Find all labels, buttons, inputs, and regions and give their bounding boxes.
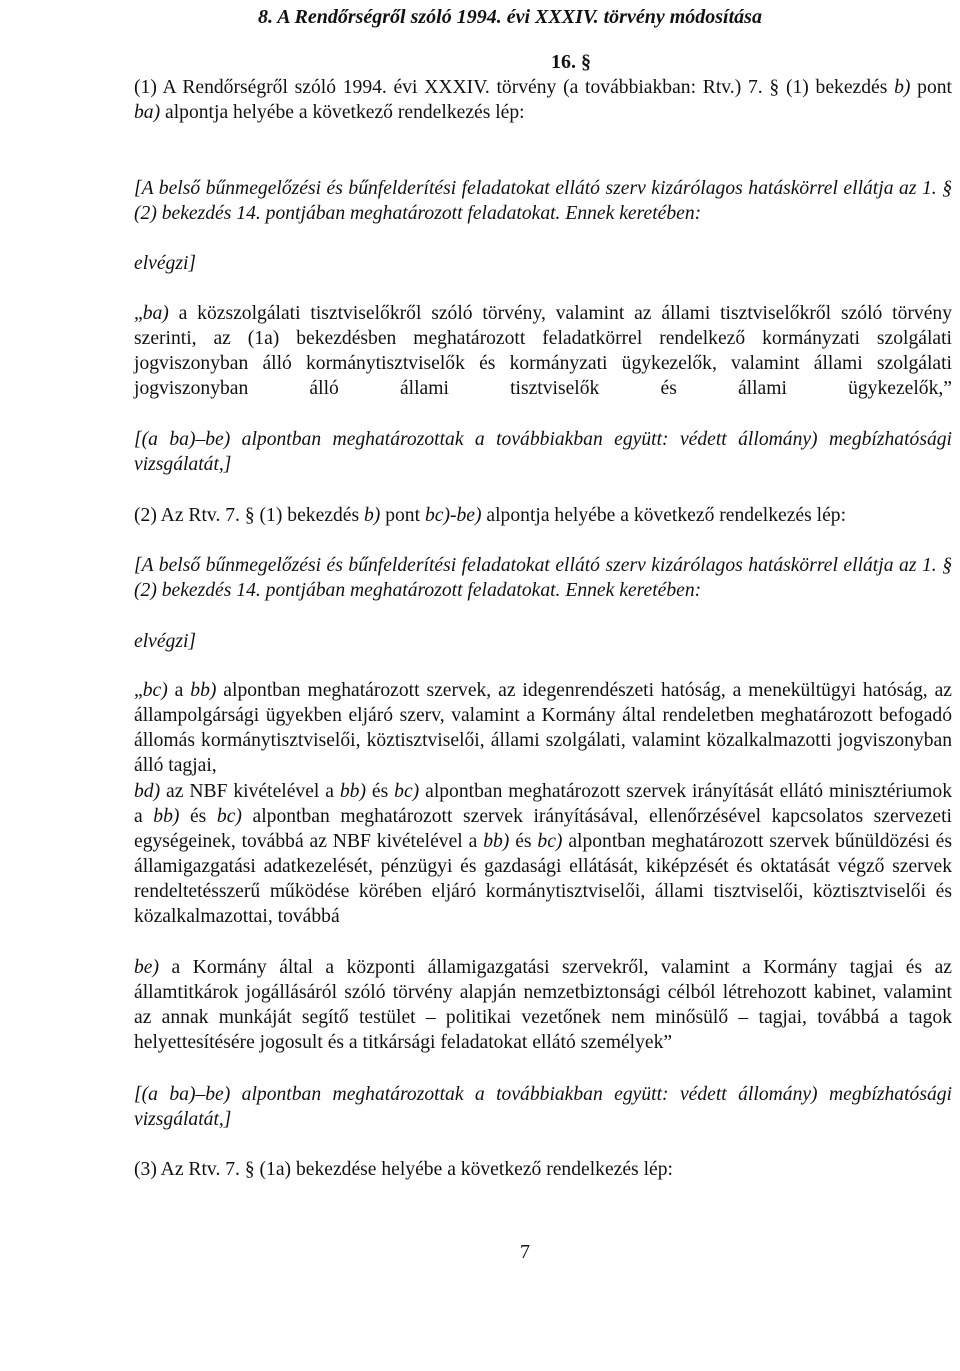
text-run: a közszolgálati tisztviselőkről szóló törvény, valamint az állami tisztviselőkről szóló törvény szerinti, az (1a) bekezdésben meghatározott feladatkörrel rendelkező kormányzati szolgálati jogviszonyban álló kormánytisztviselők és kormányzati ügykezelők, valamint állami szolgálati jogviszonyban álló állami tisztviselők és állami ügykezelők,” [134,303,952,399]
text-run: és [179,806,217,827]
paragraph-12 [134,1082,952,1132]
paragraph-10 [134,779,952,929]
text-run: és [509,831,538,852]
text-run: alpontban meghatározott szervek irányításával, ellenőrzésével kapcsolatos szervezeti egységeinek, továbbá az NBF kivételével a [134,806,952,852]
italic-run: be) [134,957,160,978]
text-run: [(a ba)–be) alpontban meghatározottak a továbbiakban együtt: védett állomány) megbízhatósági vizsgálatát,] [134,429,952,475]
text-run: pont [910,77,952,98]
text-run: (1) A Rendőrségről szóló 1994. évi XXXIV. törvény (a továbbiakban: Rtv.) 7. § (1) bekezdés [134,77,895,98]
text-run: alpontban meghatározott szervek, az idegenrendészeti hatóság, a menekültügyi hatóság, az állampolgársági ügyekben eljáró szerv, valamint a Kormány által rendeletben meghatározott befogadó állomás kormánytisztviselői, köztisztviselői, állami szolgálati, valamint közalkalmazotti jogviszonyban álló tagjai, [134,680,952,776]
italic-run: bb) [339,781,366,802]
paragraph-1 [134,75,952,125]
text-run: (3) Az Rtv. 7. § (1a) bekezdése helyébe a következő rendelkezés lép: [134,1159,673,1180]
text-run: „ [134,680,143,701]
paragraph-2 [134,176,952,226]
italic-run: bc)-be) [424,505,482,526]
italic-run: b) [363,505,381,526]
italic-run: bc) [537,831,563,852]
page-number: 7 [520,1241,530,1263]
paragraph-9 [134,678,952,778]
text-run: elvégzi] [134,253,197,274]
text-run: pont [380,505,425,526]
italic-run: ba) [142,303,169,324]
paragraph-7 [134,553,952,603]
text-run: és [366,781,395,802]
italic-run: b) [894,77,911,98]
italic-run: bc) [394,781,420,802]
section-heading: 16. § [551,51,591,73]
paragraph-8 [134,629,952,654]
text-run: [(a ba)–be) alpontban meghatározottak a továbbiakban együtt: védett állomány) megbízhatósági vizsgálatát,] [134,1084,952,1130]
text-run: „ [134,303,143,324]
text-run: a Kormány által a központi államigazgatási szervekről, valamint a Kormány tagjai és az államtitkárok jogállásáról szóló törvény alapján nemzetbiztonsági célból létrehozott kabinet, valamint az annak munkáját segítő testület – politikai vezetőnek nem minősülő – tagjai, továbbá a tagok helyettesítésére jogosult és a titkársági feladatokat ellátó személyek” [134,957,952,1053]
text-run: (2) Az Rtv. 7. § (1) bekezdés [134,505,364,526]
italic-run: bd) [134,781,161,802]
italic-run: bb) [153,806,180,827]
italic-run: bc) [142,680,168,701]
italic-run: bb) [190,680,217,701]
paragraph-3 [134,251,952,276]
text-run: [A belső bűnmegelőzési és bűnfelderítési feladatokat ellátó szerv kizárólagos hatáskörrel ellátja az 1. § (2) bekezdés 14. pontjában meghatározott feladatokat. Ennek keretében: [134,178,952,224]
italic-run: bc) [216,806,242,827]
text-run: [A belső bűnmegelőzési és bűnfelderítési feladatokat ellátó szerv kizárólagos hatáskörrel ellátja az 1. § (2) bekezdés 14. pontjában meghatározott feladatokat. Ennek keretében: [134,555,952,601]
italic-run: ba) [134,102,161,123]
paragraph-4 [134,301,952,401]
text-run: alpontban meghatározott szervek irányítását ellátó minisztériumok a [134,781,952,827]
text-run: a [167,680,191,701]
paragraph-6 [134,503,952,528]
paragraph-5 [134,427,952,477]
text-run: alpontban meghatározott szervek bűnüldözési és államigazgatási adatkezelését, pénzügyi és gazdasági ellátását, kiképzését és oktatását végző szervek rendeltetésszerű működése körében eljáró kormánytisztviselői, állami tisztviselői, köztisztviselői és közalkalmazottai, továbbá [134,831,953,927]
text-run: elvégzi] [134,631,197,652]
text-run: alpontja helyébe a következő rendelkezés lép: [481,505,847,526]
document-title: 8. A Rendőrségről szóló 1994. évi XXXIV. törvény módosítása [258,6,762,28]
paragraph-11 [134,955,952,1055]
text-run: alpontja helyébe a következő rendelkezés lép: [160,102,525,123]
italic-run: bb) [483,831,510,852]
text-run: az NBF kivételével a [160,781,340,802]
paragraph-13 [134,1157,952,1182]
